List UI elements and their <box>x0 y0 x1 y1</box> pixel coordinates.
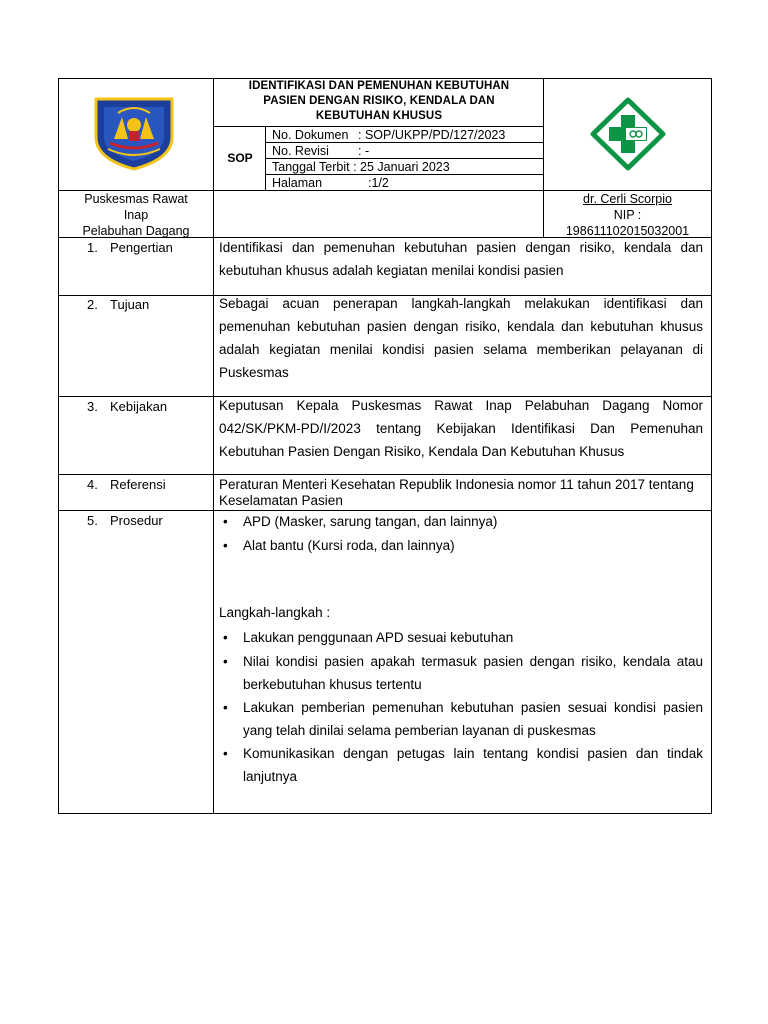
regional-government-crest-icon <box>92 95 176 171</box>
steps-heading: Langkah-langkah : <box>219 605 331 620</box>
signer-nip-label: NIP : <box>613 208 642 222</box>
meta-label: Tanggal Terbit <box>272 160 350 174</box>
section-text-kebijakan: Keputusan Kepala Puskesmas Rawat Inap Pelabuhan Dagang Nomor 042/SK/PKM-PD/I/2023 tentang Kebijakan Identifikasi Dan Pemenuhan Kebutuhan Pasien Dengan Risiko, Kendala Dan Kebutuhan Khusus <box>219 398 703 459</box>
signer-name: dr. Cerli Scorpio <box>583 192 672 206</box>
table-border-right <box>711 78 712 814</box>
section-title: Referensi <box>110 477 166 492</box>
step-text: Lakukan pemberian pemenuhan kebutuhan pasien sesuai kondisi pasien yang telah dinilai selama pemberian layanan di puskesmas <box>243 700 703 738</box>
signer-nip: 198611102015032001 <box>565 224 690 238</box>
bullet-icon: • <box>223 746 228 761</box>
org-line: Puskesmas Rawat <box>84 192 188 206</box>
tool-text: APD (Masker, sarung tangan, dan lainnya) <box>243 514 498 529</box>
puskesmas-green-cross-icon <box>590 97 666 171</box>
section-text-pengertian: Identifikasi dan pemenuhan kebutuhan pasien dengan risiko, kendala dan kebutuhan khusus adalah kegiatan menilai kondisi pasien <box>219 240 703 278</box>
title-line: KEBUTUHAN KHUSUS <box>315 110 443 122</box>
section-title: Kebijakan <box>110 399 168 414</box>
section-number: 2. <box>87 297 98 312</box>
sop-label: SOP <box>227 151 253 165</box>
tool-text: Alat bantu (Kursi roda, dan lainnya) <box>243 538 455 553</box>
section-title: Pengertian <box>110 240 173 255</box>
meta-issue-date <box>272 159 450 175</box>
step-text: Nilai kondisi pasien apakah termasuk pasien dengan risiko, kendala atau berkebutuhan khusus tertentu <box>243 654 703 692</box>
meta-label: Halaman <box>272 176 323 190</box>
table-border-bottom <box>58 813 712 814</box>
bullet-icon: • <box>223 514 228 529</box>
meta-label: No. Dokumen <box>272 128 349 142</box>
bullet-icon: • <box>223 630 228 645</box>
section-text-referensi: Peraturan Menteri Kesehatan Republik Indonesia nomor 11 tahun 2017 tentang Keselamatan Pasien <box>219 477 694 508</box>
meta-value: : - <box>358 144 370 158</box>
bullet-icon: • <box>223 700 228 715</box>
step-text: Lakukan penggunaan APD sesuai kebutuhan <box>243 630 514 645</box>
section-text-tujuan: Sebagai acuan penerapan langkah-langkah melakukan identifikasi dan pemenuhan kebutuhan pasien dengan risiko, kendala dan kebutuhan khusus adalah kegiatan menilai kondisi pasien selama memberikan pelayanan di Puskesmas <box>219 296 703 380</box>
step-text: Komunikasikan dengan petugas lain tentang kondisi pasien dan tindak lanjutnya <box>243 746 703 784</box>
section-title: Prosedur <box>110 513 163 528</box>
row-divider-4 <box>58 474 712 475</box>
meta-document-number <box>272 127 505 143</box>
org-line: Pelabuhan Dagang <box>82 224 190 238</box>
meta-value: :1/2 <box>368 176 389 190</box>
section-title: Tujuan <box>110 297 150 312</box>
document-title <box>214 79 544 124</box>
column-divider-left <box>213 78 214 814</box>
table-border-left <box>58 78 59 814</box>
section-number: 3. <box>87 399 98 414</box>
meta-label: No. Revisi <box>272 144 329 158</box>
bullet-icon: • <box>223 538 228 553</box>
meta-value: : 25 Januari 2023 <box>353 160 450 174</box>
bullet-icon: • <box>223 654 228 669</box>
section-number: 5. <box>87 513 98 528</box>
org-line: Inap <box>123 208 149 222</box>
organization-name <box>58 191 214 239</box>
signer-block <box>544 191 711 239</box>
title-line: PASIEN DENGAN RISIKO, KENDALA DAN <box>263 95 495 107</box>
section-number: 4. <box>87 477 98 492</box>
section-number: 1. <box>87 240 98 255</box>
meta-page <box>272 175 389 191</box>
meta-value: : SOP/UKPP/PD/127/2023 <box>358 128 506 142</box>
title-line: IDENTIFIKASI DAN PEMENUHAN KEBUTUHAN <box>248 80 510 92</box>
meta-revision <box>272 143 369 159</box>
